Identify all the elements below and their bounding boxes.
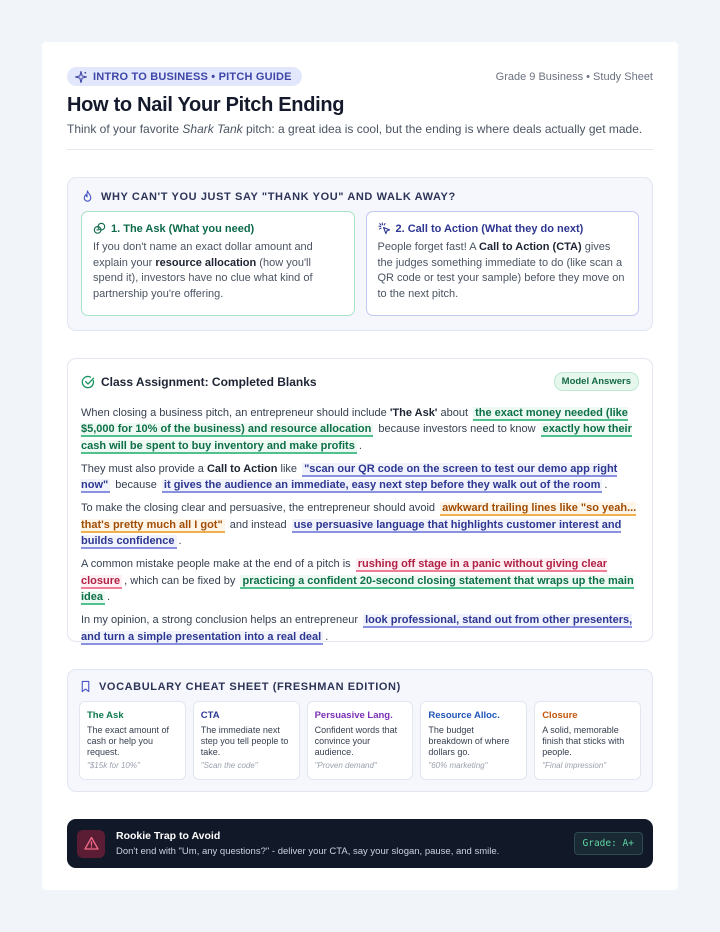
sentence-text: A common mistake people make at the end of a pitch is [81, 558, 354, 571]
sentence-text: . [178, 535, 182, 548]
blank-answer: look professional, stand out from other presenters, and turn a simple presentation into a real deal [81, 614, 633, 643]
sentence-bold-term: 'The Ask' [389, 407, 438, 419]
vocab-heading-text: VOCABULARY CHEAT SHEET (FRESHMAN EDITION) [99, 680, 401, 693]
header-divider [67, 149, 653, 150]
vocab-term-definition: The immediate next step you tell people to take. [200, 725, 289, 757]
flame-icon [81, 190, 94, 203]
rookie-trap-banner [67, 819, 653, 868]
study-sheet [42, 42, 678, 890]
sentence-bold-term: Call to Action [206, 462, 278, 475]
blank-answer: rushing off stage in a panic without giving clear closure [81, 558, 608, 587]
vocab-term-example: "$15k for 10%" [87, 761, 140, 770]
cta-bold-term: Call to Action (CTA) [479, 241, 582, 253]
sparkle-icon [75, 71, 87, 83]
subtitle-show-name: Shark Tank [182, 122, 243, 136]
sentence-text: They must also provide a [81, 462, 207, 475]
page-subtitle [67, 122, 653, 136]
sentence-text: When closing a business pitch, an entrepreneur should include [81, 407, 390, 419]
blank-answer: "scan our QR code on the screen to test our demo app right now" [81, 462, 618, 492]
vocab-term-definition: The budget breakdown of where dollars go. [428, 725, 510, 757]
vocab-term-example: "Scan the code" [200, 761, 258, 770]
cta-card [366, 211, 640, 316]
vocab-term-card [193, 701, 300, 780]
sheet-meta-label: Grade 9 Business • Study Sheet [495, 70, 653, 83]
assignment-title [81, 375, 317, 389]
subtitle-before: Think of your favorite [67, 122, 183, 136]
cta-title-text: 2. Call to Action (What they do next) [395, 222, 584, 235]
vocab-term-example: "Final impression" [542, 761, 607, 770]
warning-icon [77, 830, 105, 858]
blank-answer: it gives the audience an immediate, easy next step before they walk out of the room [163, 479, 601, 492]
vocab-term-card [534, 701, 641, 780]
assignment-sentence-2 [81, 461, 639, 494]
sentence-text: . [358, 439, 362, 452]
grade-badge: Grade: A+ [574, 832, 643, 855]
bookmark-icon [79, 680, 92, 693]
assignment-section [67, 358, 653, 642]
the-ask-text-part: If you don't name an exact dollar amount and explain your [93, 241, 313, 269]
subtitle-after: pitch: a great idea is cool, but the ending is where deals actually get made. [242, 122, 643, 136]
the-ask-text [93, 240, 343, 302]
the-ask-bold-term: resource allocation [155, 256, 257, 269]
vocab-heading [79, 680, 641, 693]
the-ask-title-text: 1. The Ask (What you need) [111, 222, 255, 235]
sentence-text: like [277, 462, 301, 475]
top-line [67, 67, 653, 86]
vocab-term-card [79, 701, 186, 780]
check-circle-icon [81, 375, 95, 389]
vocab-term-definition: A solid, memorable finish that sticks with people. [542, 725, 625, 757]
why-section [67, 177, 653, 331]
blank-answer: awkward trailing lines like "so yeah... that's pretty much all I got" [81, 502, 637, 531]
blank-answer: use persuasive language that highlights customer interest and builds confidence [81, 518, 622, 548]
blank-answer: the exact money needed (like $5,000 for 10% of the business) and resource allocation [81, 407, 628, 436]
page-title: How to Nail Your Pitch Ending [67, 94, 345, 116]
vocab-term-example: "60% marketing" [428, 761, 488, 770]
model-answers-badge: Model Answers [554, 372, 639, 391]
trap-title: Rookie Trap to Avoid [116, 830, 221, 842]
sentence-text: In my opinion, a strong conclusion helps an entrepreneur [81, 614, 362, 627]
assignment-sentence-1 [81, 405, 639, 454]
vocab-term-card [307, 701, 414, 780]
sentence-text: . [325, 630, 329, 643]
vocab-term-name: The Ask [87, 710, 124, 721]
assignment-title-text: Class Assignment: Completed Blanks [101, 374, 317, 389]
blank-answer: practicing a confident 20-second closing statement that wraps up the main idea [81, 574, 634, 603]
cta-text-part: People forget fast! A [377, 241, 480, 253]
vocab-term-card [420, 701, 527, 780]
vocab-term-name: Closure [542, 710, 578, 721]
cta-title [378, 222, 628, 235]
blank-answer: exactly how their cash will be spent to buy inventory and make profits [81, 423, 632, 452]
assignment-sentence-5 [81, 612, 639, 645]
assignment-sentence-3 [81, 500, 639, 549]
sentence-text: and instead [226, 518, 290, 531]
the-ask-card [81, 211, 355, 316]
sentence-text: , which can be fixed by [124, 574, 239, 587]
guide-pill [67, 67, 302, 86]
assignment-sentence-4 [81, 556, 639, 605]
vocab-term-name: Resource Alloc. [428, 710, 500, 721]
coins-icon [93, 222, 106, 235]
vocab-term-name: CTA [200, 710, 220, 721]
cta-text [378, 240, 628, 302]
the-ask-text-part: (how you'll spend it), investors have no clue what kind of partnership you're offering. [93, 256, 313, 300]
trap-text: Don't end with "Um, any questions?" - deliver your CTA, say your slogan, pause, and smile. [116, 846, 500, 857]
vocab-terms [79, 701, 641, 780]
vocab-term-definition: Confident words that convince your audience. [314, 725, 398, 757]
sentence-text: because investors need to know [375, 423, 539, 436]
guide-pill-label: INTRO TO BUSINESS • PITCH GUIDE [93, 70, 292, 83]
the-ask-title [93, 222, 343, 235]
why-heading-text: WHY CAN'T YOU JUST SAY "THANK YOU" AND WALK AWAY? [101, 190, 456, 203]
vocab-term-definition: The exact amount of cash or help you request. [87, 725, 170, 757]
sentence-text: . [604, 479, 608, 492]
vocab-section [67, 669, 653, 792]
why-heading [81, 190, 639, 203]
cta-text-part: gives the judges something immediate to do (like scan a QR code or test your sample) before they move on to the next pitch. [377, 241, 625, 300]
pointer-click-icon [378, 222, 391, 235]
sentence-text: about [437, 407, 472, 419]
vocab-term-example: "Proven demand" [314, 761, 377, 770]
sentence-text: . [107, 590, 111, 603]
sentence-text: To make the closing clear and persuasive, the entrepreneur should avoid [81, 502, 439, 515]
vocab-term-name: Persuasive Lang. [314, 710, 393, 721]
sentence-text: because [112, 479, 160, 492]
